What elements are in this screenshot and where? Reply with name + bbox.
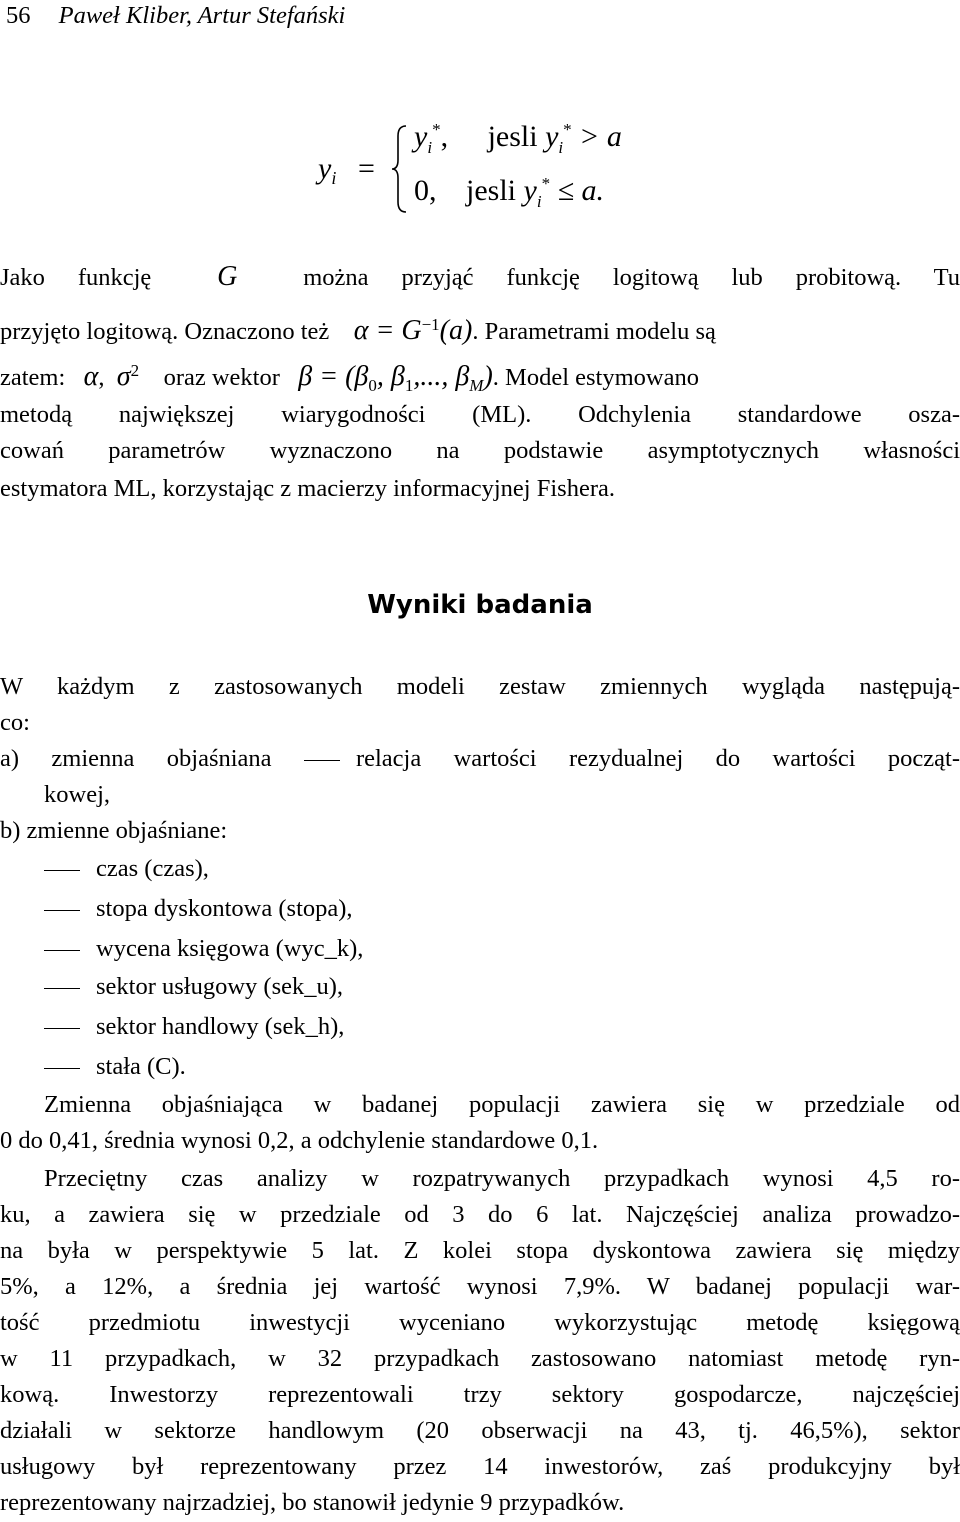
running-head (6, 2, 345, 30)
page-number: 56 (6, 2, 31, 29)
para3-line-2: 0 do 0,41, średnia wynosi 0,2, a odchylenie standardowe 0,1. (0, 1127, 599, 1154)
para4-line-9: usługowy był reprezentowany przez 14 inwestorów, zaś produkcyjny był (0, 1453, 960, 1480)
para4-line-1: Przeciętny czas analizy w rozpatrywanych przypadkach wynosi 4,5 ro- (44, 1165, 960, 1192)
section-heading: Wyniki badania (367, 590, 593, 620)
dash-icon (44, 950, 80, 951)
item-a-line-2: kowej, (44, 781, 110, 808)
list-item: sektor handlowy (sek_h), (44, 1008, 344, 1046)
item-b: b) zmienne objaśniane: (0, 817, 228, 844)
para1-line-6: estymatora ML, korzystając z macierzy informacyjnej Fishera. (0, 475, 615, 502)
para4-line-4: 5%, a 12%, a średnia jej wartość wynosi 7,9%. W badanej populacji war- (0, 1273, 960, 1300)
equation-case-2: 0, jesli $y_i^* \le a$. (414, 174, 605, 211)
para4-line-8: działali w sektorze handlowym (20 obserwacji na 43, tj. 46,5%), sektor (0, 1417, 960, 1444)
list-item: wycena księgowa (wyc_k), (44, 930, 363, 968)
dash-icon (44, 910, 80, 911)
equation-case-1: $y_i^*$, jesli $y_i^* > a$ (414, 120, 622, 157)
para4-line-5: tość przedmiotu inwestycji wyceniano wykorzystując metodę księgową (0, 1309, 960, 1336)
equation-equals: = (358, 152, 375, 185)
para4-line-2: ku, a zawiera się w przedziale od 3 do 6 lat. Najczęściej analiza prowadzo- (0, 1201, 960, 1228)
dash-icon (44, 1028, 80, 1029)
item-a-line-1: a) zmienna objaśniana relacja wartości rezydualnej do wartości począt- (0, 745, 960, 772)
para4-line-10: reprezentowany najrzadziej, bo stanowił jedynie 9 przypadków. (0, 1489, 625, 1516)
para1-line-2: przyjęto logitową. Oznaczono też $\alpha = G^{-1}(a)$. Parametrami modelu są (0, 315, 716, 347)
para4-line-3: na była w perspektywie 5 lat. Z kolei stopa dyskontowa zawiera się między (0, 1237, 960, 1264)
dash-icon (44, 870, 80, 871)
para3-line-1: Zmienna objaśniająca w badanej populacji zawiera się w przedziale od (44, 1091, 960, 1118)
dash-icon (44, 1068, 80, 1069)
list-item: stopa dyskontowa (stopa), (44, 890, 353, 928)
left-brace-icon (390, 124, 408, 214)
para2-line-2: co: (0, 709, 30, 736)
list-item: stała (C). (44, 1048, 186, 1086)
list-item: sektor usługowy (sek_u), (44, 968, 343, 1006)
para4-line-7: kową. Inwestorzy reprezentowali trzy sektory gospodarcze, najczęściej (0, 1381, 960, 1408)
para4-line-6: w 11 przypadkach, w 32 przypadkach zastosowano natomiast metodę ryn- (0, 1345, 960, 1372)
running-head-authors: Paweł Kliber, Artur Stefański (58, 2, 346, 29)
para1-line-3: zatem: α, $\sigma^2$ oraz wektor $\beta = (\beta_0$, $\beta_1$,..., $\beta_M$). Model estymowano (0, 361, 699, 396)
para1-line-4: metodą największej wiarygodności (ML). Odchylenia standardowe osza- (0, 401, 960, 428)
list-item: czas (czas), (44, 850, 209, 888)
para1-line-5: cowań parametrów wyznaczono na podstawie asymptotycznych własności (0, 437, 960, 464)
equation-lhs: $y_i$ (318, 152, 337, 188)
dash-icon (44, 988, 80, 989)
para2-line-1: W każdym z zastosowanych modeli zestaw zmiennych wygląda następują- (0, 673, 960, 700)
para1-line-1: Jako funkcję G można przyjąć funkcję logitową lub probitową. Tu (0, 261, 960, 292)
piecewise-equation (318, 118, 678, 218)
dash-icon (304, 760, 340, 761)
